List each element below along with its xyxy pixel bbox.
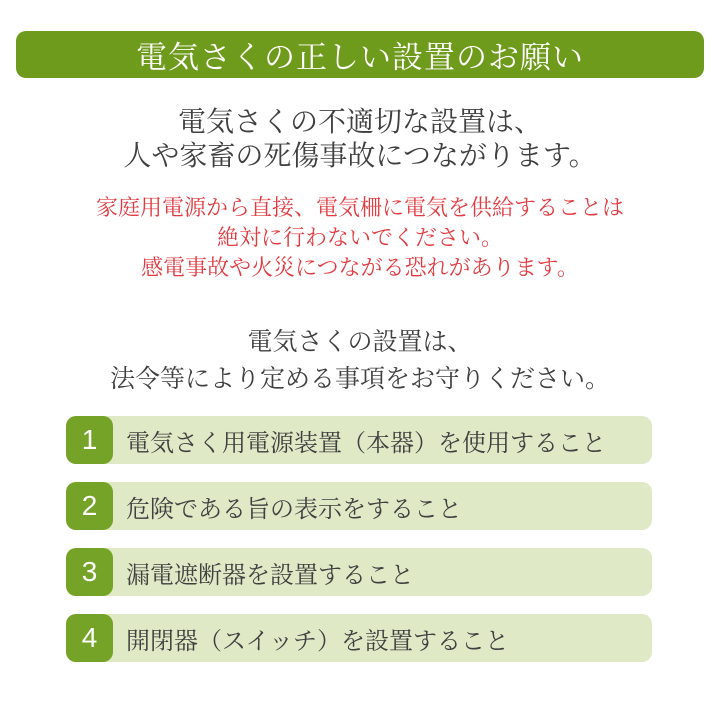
warning-text <box>0 193 720 283</box>
warning-line-3: 感電事故や火災につながる恐れがあります。 <box>141 255 579 280</box>
rule-item <box>66 482 652 530</box>
notice-line-2: 法令等により定める事項をお守りください。 <box>109 365 610 393</box>
rule-item <box>66 416 652 464</box>
notice-line-1: 電気さくの設置は、 <box>247 328 473 356</box>
rule-number: 2 <box>81 490 98 521</box>
rule-item <box>66 548 652 596</box>
rule-number-badge <box>66 416 113 464</box>
intro-line-1: 電気さくの不適切な設置は、 <box>177 106 542 137</box>
poster-title: 電気さくの正しい設置のお願い <box>136 40 584 75</box>
warning-line-2: 絶対に行わないでください。 <box>216 225 503 250</box>
poster-title-banner <box>16 31 704 78</box>
rule-item <box>66 614 652 662</box>
rule-number-badge <box>66 614 113 662</box>
intro-text <box>0 105 720 173</box>
rules-list <box>66 416 652 662</box>
rule-label: 開閉器（スイッチ）を設置すること <box>126 627 510 655</box>
intro-line-2: 人や家畜の死傷事故につながります。 <box>123 140 597 171</box>
rule-number: 3 <box>81 556 98 587</box>
rule-label: 漏電遮断器を設置すること <box>126 561 414 589</box>
warning-line-1: 家庭用電源から直接、電気柵に電気を供給することは <box>95 195 624 220</box>
rule-label: 危険である旨の表示をすること <box>126 495 462 523</box>
rule-number: 4 <box>81 622 98 653</box>
rule-number-badge <box>66 482 113 530</box>
rule-label: 電気さく用電源装置（本器）を使用すること <box>126 429 606 457</box>
rule-number: 1 <box>81 424 98 455</box>
notice-text <box>0 324 720 398</box>
rule-number-badge <box>66 548 113 596</box>
